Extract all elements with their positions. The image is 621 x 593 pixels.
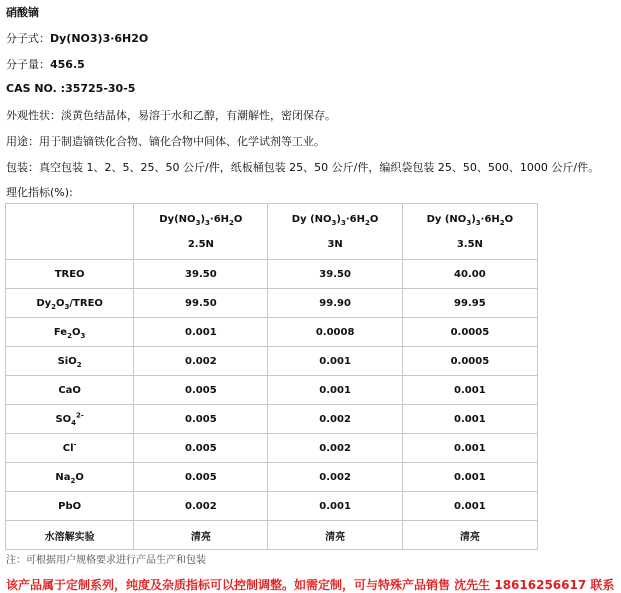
spec-table bbox=[5, 203, 538, 550]
table-row bbox=[6, 492, 537, 520]
cell-value: 0.005 bbox=[134, 405, 267, 433]
header-formula: $Dy(NO_3)_3\cdot 6H_2O$ bbox=[159, 213, 243, 227]
cell-value: 清亮 bbox=[268, 521, 401, 549]
appearance-line: 外观性状：淡黄色结晶体，易溶于水和乙醇，有潮解性，密闭保存。 bbox=[6, 109, 336, 122]
table-row bbox=[6, 318, 537, 346]
row-label: $Na_2O$ bbox=[6, 463, 133, 491]
cell-value: 0.001 bbox=[134, 318, 267, 346]
table-row bbox=[6, 376, 537, 404]
cell-value: 99.50 bbox=[134, 289, 267, 317]
cell-value: 0.001 bbox=[403, 434, 537, 462]
cell-value: 清亮 bbox=[134, 521, 267, 549]
packing-line: 包装：真空包装 1、2、5、25、50 公斤/件，纸板桶包装 25、50 公斤/件，编织袋包装 25、50、500、1000 公斤/件。 bbox=[6, 161, 600, 174]
table-row bbox=[6, 434, 537, 462]
cell-value: 0.001 bbox=[403, 405, 537, 433]
cell-value: 0.002 bbox=[268, 434, 401, 462]
cell-value: 39.50 bbox=[268, 260, 401, 288]
cell-value: 39.50 bbox=[134, 260, 267, 288]
cell-value: 0.001 bbox=[268, 492, 401, 520]
header-grade: 3N bbox=[327, 238, 343, 250]
cell-value: 清亮 bbox=[403, 521, 537, 549]
cell-value: 99.90 bbox=[268, 289, 401, 317]
row-label: PbO bbox=[6, 492, 133, 520]
header-grade: 3.5N bbox=[456, 238, 483, 250]
header-cell-2-5n bbox=[134, 204, 267, 259]
formula-line bbox=[6, 30, 148, 46]
cell-value: 0.001 bbox=[268, 376, 401, 404]
header-formula: Dy $(NO_3)_3\cdot 6H_2O$ bbox=[426, 213, 514, 227]
mw-value: 456.5 bbox=[50, 58, 85, 71]
cell-value: 0.0005 bbox=[403, 347, 537, 375]
row-label: Cl- bbox=[6, 434, 133, 462]
table-row bbox=[6, 463, 537, 491]
mw-label: 分子量： bbox=[6, 58, 50, 71]
note-text: 注：可根据用户规格要求进行产品生产和包装 bbox=[6, 555, 206, 566]
custom-order-footer: 该产品属于定制系列，纯度及杂质指标可以控制调整。如需定制，可与特殊产品销售 沈先生 18616256617 联系 bbox=[6, 578, 615, 592]
cell-value: 0.001 bbox=[268, 347, 401, 375]
header-formula: Dy $(NO_3)_3\cdot 6H_2O$ bbox=[291, 213, 379, 227]
cell-value: 0.001 bbox=[403, 376, 537, 404]
header-empty-cell bbox=[6, 204, 133, 259]
table-row bbox=[6, 347, 537, 375]
row-label: $Fe_2O_3$ bbox=[6, 318, 133, 346]
cell-value: 0.005 bbox=[134, 463, 267, 491]
row-label: CaO bbox=[6, 376, 133, 404]
cell-value: 0.005 bbox=[134, 376, 267, 404]
table-header-row bbox=[6, 204, 537, 259]
table-row bbox=[6, 260, 537, 288]
usage-line: 用途：用于制造镝铁化合物、镝化合物中间体、化学试剂等工业。 bbox=[6, 135, 325, 148]
row-label: $SO_4^{2-}$ bbox=[6, 405, 133, 433]
formula-label: 分子式： bbox=[6, 32, 50, 45]
cas-value: 35725-30-5 bbox=[65, 82, 136, 95]
header-cell-3n bbox=[268, 204, 401, 259]
table-row bbox=[6, 405, 537, 433]
cell-value: 0.002 bbox=[134, 492, 267, 520]
cell-value: 0.0008 bbox=[268, 318, 401, 346]
cas-label: CAS NO. : bbox=[6, 82, 66, 95]
cell-value: 0.002 bbox=[268, 463, 401, 491]
table-row bbox=[6, 289, 537, 317]
header-grade: 2.5N bbox=[187, 238, 214, 250]
formula-value: Dy(NO3)3·6H2O bbox=[50, 32, 149, 45]
table-row bbox=[6, 521, 537, 549]
row-label: SiO$_2$ bbox=[6, 347, 133, 375]
cell-value: 40.00 bbox=[403, 260, 537, 288]
spec-title: 理化指标(%): bbox=[6, 186, 73, 199]
cell-value: 0.0005 bbox=[403, 318, 537, 346]
row-label: 水溶解实验 bbox=[6, 521, 133, 549]
row-label: TREO bbox=[6, 260, 133, 288]
cell-value: 0.005 bbox=[134, 434, 267, 462]
cell-value: 0.001 bbox=[403, 492, 537, 520]
molecular-weight-line bbox=[6, 56, 85, 72]
cell-value: 0.002 bbox=[134, 347, 267, 375]
cas-line bbox=[6, 82, 135, 95]
cell-value: 0.002 bbox=[268, 405, 401, 433]
header-cell-3-5n bbox=[403, 204, 537, 259]
cell-value: 0.001 bbox=[403, 463, 537, 491]
row-label: $Dy_2O_3$/TREO bbox=[6, 289, 133, 317]
product-title: 硝酸镝 bbox=[6, 6, 39, 19]
cell-value: 99.95 bbox=[403, 289, 537, 317]
